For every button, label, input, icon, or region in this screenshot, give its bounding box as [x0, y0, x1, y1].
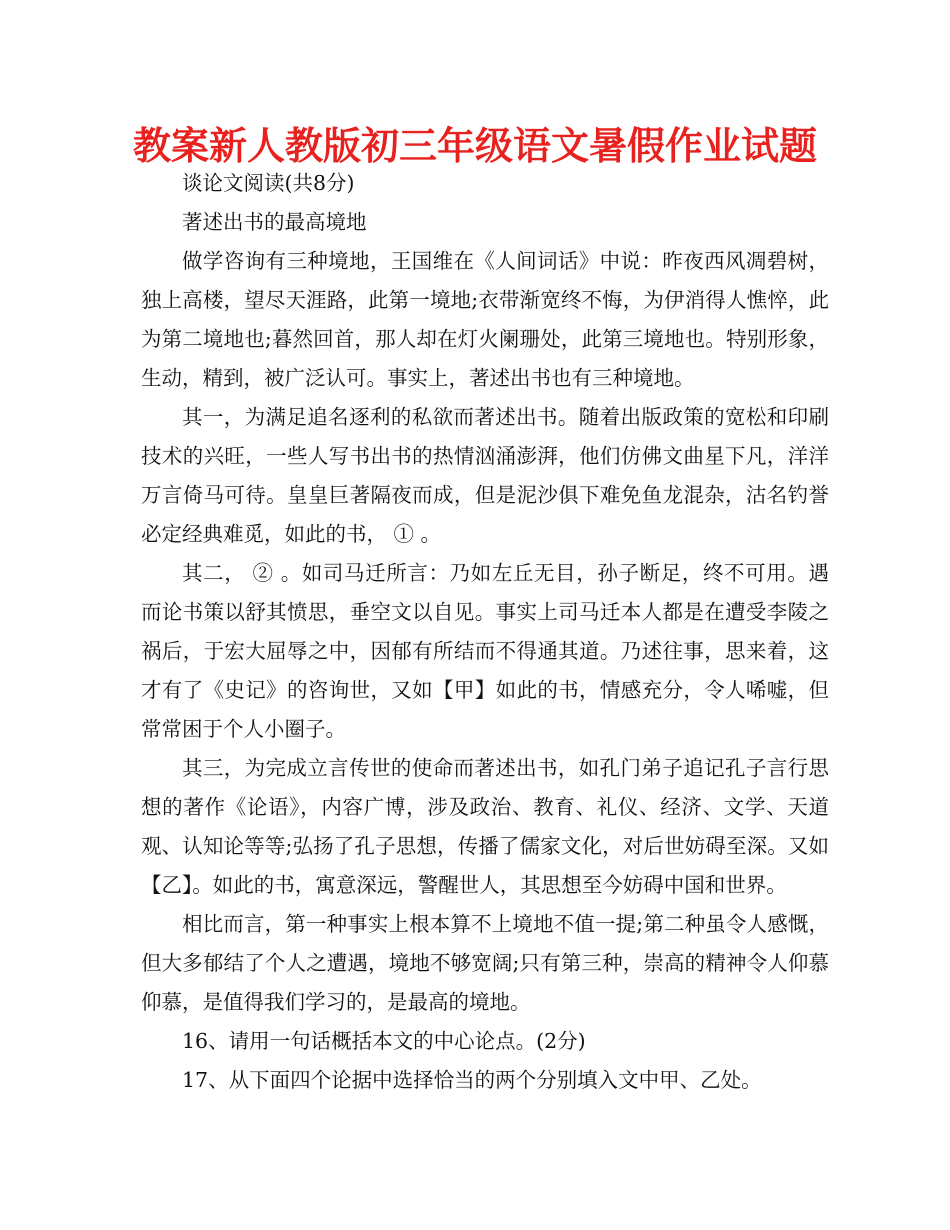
paragraph: 其二， ② 。如司马迁所言：乃如左丘无目，孙子断足，终不可用。遇而论书策以舒其愤思，垂空文以自见。事实上司马迁本人都是在遭受李陵之祸后，于宏大屈辱之中，因郁有所结而不得通其道。乃述往事，思来着，这才有了《史记》的咨询世，又如【甲】如此的书，情感充分，令人唏嘘，但常常困于个人小圈子。 [141, 561, 829, 741]
document-body [141, 164, 829, 1100]
question: 17、从下面四个论据中选择恰当的两个分别填入文中甲、乙处。 [182, 1068, 762, 1092]
article-title: 著述出书的最高境地 [182, 210, 367, 234]
section-heading: 谈论文阅读(共8分) [182, 171, 355, 195]
paragraph: 其三，为完成立言传世的使命而著述出书，如孔门弟子追记孔子言行思想的著作《论语》，内容广博，涉及政治、教育、礼仪、经济、文学、天道观、认知论等等;弘扬了孔子思想，传播了儒家文化，对后世妨碍至深。又如【乙】。如此的书，寓意深远，警醒世人，其思想至今妨碍中国和世界。 [141, 756, 829, 897]
paragraph: 其一，为满足追名逐利的私欲而著述出书。随着出版政策的宽松和印刷技术的兴旺，一些人写书出书的热情汹涌澎湃，他们仿佛文曲星下凡，洋洋万言倚马可待。皇皇巨著隔夜而成，但是泥沙俱下难免鱼龙混杂，沽名钓誉必定经典难觅，如此的书， ① 。 [141, 405, 829, 546]
question: 16、请用一句话概括本文的中心论点。(2分) [182, 1029, 586, 1053]
paragraph: 相比而言，第一种事实上根本算不上境地不值一提;第二种虽令人感慨，但大多郁结了个人之遭遇，境地不够宽阔;只有第三种，崇高的精神令人仰慕仰慕，是值得我们学习的，是最高的境地。 [141, 912, 829, 1014]
document-title: 教案新人教版初三年级语文暑假作业试题 [132, 124, 817, 168]
paragraph: 做学咨询有三种境地，王国维在《人间词话》中说：昨夜西风凋碧树，独上高楼，望尽天涯路，此第一境地;衣带渐宽终不悔，为伊消得人憔悴，此为第二境地也;暮然回首，那人却在灯火阑珊处，此第三境地也。特别形象，生动，精到，被广泛认可。事实上，著述出书也有三种境地。 [141, 249, 829, 390]
